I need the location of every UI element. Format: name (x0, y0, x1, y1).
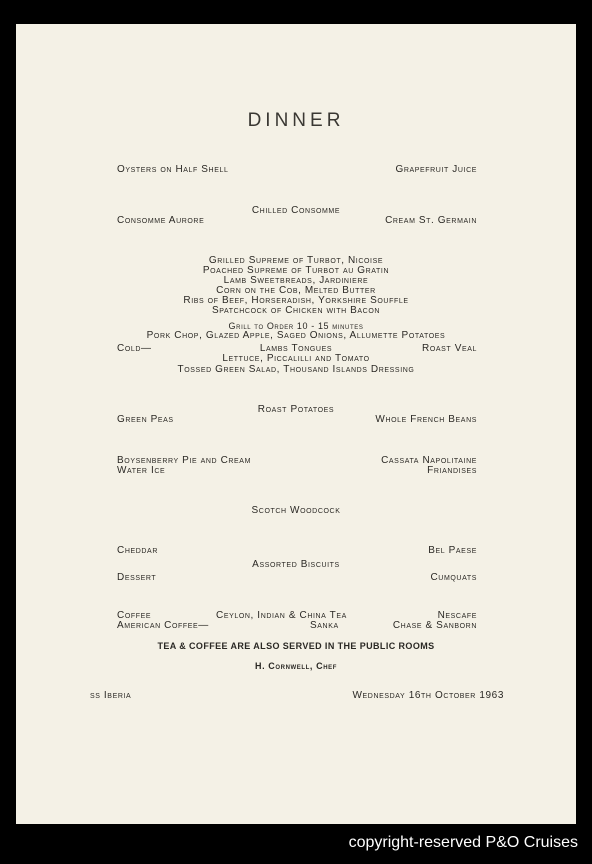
sweet-water-ice: Water Ice (117, 465, 166, 476)
main-item: Poached Supreme of Turbot au Gratin (202, 265, 390, 276)
main-item: Corn on the Cob, Melted Butter (216, 285, 376, 296)
copyright-notice: copyright-reserved P&O Cruises (348, 834, 578, 851)
savoury-scotch-woodcock: Scotch Woodcock (251, 505, 341, 516)
veg-french-beans: Whole French Beans (375, 414, 477, 425)
starter-grapefruit: Grapefruit Juice (395, 164, 477, 175)
menu-title: DINNER (247, 110, 345, 131)
cold-lambs-tongues: Lambs Tongues (259, 343, 333, 354)
soup-consomme-aurore: Consomme Aurore (117, 215, 205, 226)
ship-name: ss Iberia (90, 690, 132, 701)
main-item: Grilled Supreme of Turbot, Nicoise (208, 255, 384, 266)
dessert-cumquats: Cumquats (430, 572, 477, 583)
sweet-friandises: Friandises (427, 465, 477, 476)
sweet-cassata: Cassata Napolitaine (381, 455, 477, 466)
soup-cream-st-germain: Cream St. Germain (385, 215, 477, 226)
main-item: Spatchcock of Chicken with Bacon (211, 305, 381, 316)
beverage-chase-sanborn: Chase & Sanborn (392, 620, 477, 631)
main-item: Ribs of Beef, Horseradish, Yorkshire Souffle (183, 295, 409, 306)
veg-roast-potatoes: Roast Potatoes (257, 404, 335, 415)
grill-note: Grill to Order 10 - 15 minutes (228, 321, 364, 331)
salad: Tossed Green Salad, Thousand Islands Dressing (177, 364, 415, 375)
dessert-label: Dessert (117, 572, 157, 583)
cold-lettuce: Lettuce, Piccalilli and Tomato (222, 353, 370, 364)
beverage-nescafe: Nescafe (437, 610, 477, 621)
assorted-biscuits: Assorted Biscuits (252, 559, 340, 570)
beverage-american-coffee: American Coffee— (117, 620, 209, 631)
beverage-sanka: Sanka (310, 620, 339, 631)
menu-card (16, 24, 576, 824)
cold-roast-veal: Roast Veal (422, 343, 477, 354)
cheese-cheddar: Cheddar (117, 545, 158, 556)
sweet-boysenberry: Boysenberry Pie and Cream (117, 455, 252, 466)
public-rooms-note: TEA & COFFEE ARE ALSO SERVED IN THE PUBLIC ROOMS (157, 641, 435, 651)
beverage-teas: Ceylon, Indian & China Tea (216, 610, 347, 621)
cheese-bel-paese: Bel Paese (428, 545, 477, 556)
beverage-coffee: Coffee (117, 610, 152, 621)
veg-green-peas: Green Peas (117, 414, 174, 425)
soup-chilled-consomme: Chilled Consomme (251, 205, 341, 216)
chef-name: H. Cornwell, Chef (254, 661, 338, 671)
menu-date: Wednesday 16th October 1963 (352, 690, 504, 701)
main-pork-chop: Pork Chop, Glazed Apple, Saged Onions, Allumette Potatoes (146, 330, 446, 341)
main-item: Lamb Sweetbreads, Jardiniere (223, 275, 369, 286)
cold-label: Cold— (117, 343, 152, 354)
starter-oysters: Oysters on Half Shell (117, 164, 229, 175)
